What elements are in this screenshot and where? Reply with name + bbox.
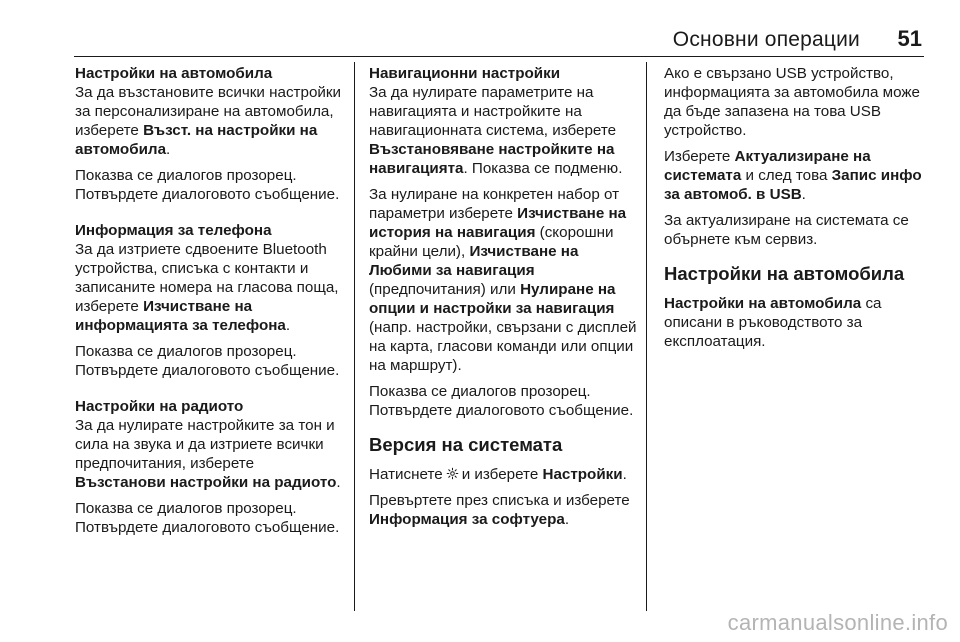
header-rule [74,56,924,57]
paragraph: Настройки на автомобила са описани в ръководството за експлоатация. [664,295,882,350]
paragraph: Показва се диалогов прозорец. Потвърдете диалоговото съобщение. [75,343,340,379]
menu-term: Настройки [542,466,623,483]
header-title: Основни операции [672,28,860,51]
column-divider [646,62,647,611]
paragraph: Показва се диалогов прозорец. Потвърдете диалоговото съобщение. [75,500,340,536]
settings-gear-icon [446,467,459,480]
menu-term: Възст. на настройки на автомобила [75,122,318,158]
section-vehicle-settings-2 [664,263,936,351]
menu-term: Изчистване на история на навигация [369,205,627,241]
menu-term: Нулиране на опции и настройки за навигация [369,281,616,317]
section-heading: Настройки на автомобила [664,263,905,284]
menu-term: Изчистване на информацията за телефона [75,298,286,334]
paragraph: За да нулирате настройките за тон и сила на звука и да изтриете всички предпочитания, изберете Възстанови настройки на радиото. [75,417,341,491]
paragraph: Показва се диалогов прозорец. Потвърдете диалоговото съобщение. [369,383,634,419]
page-number: 51 [897,26,922,51]
paragraph: Превъртете през списъка и изберете Информация за софтуера. [369,492,630,528]
column-2 [369,64,641,536]
section-radio-settings [75,397,347,537]
paragraph: За нулиране на конкретен набор от параметри изберете Изчистване на история на навигация (скорошни крайни цели), Изчистване на Любими за навигация (предпочитания) или Нулиране на опции и настройки за навигация (напр. настройки, свързани с дисплей на карта, гласови команди или опции на маршрут). [369,186,637,374]
menu-term: Актуализиране на системата [664,148,871,184]
menu-term: Възстанови настройки на радиото [75,474,337,491]
paragraph: Ако е свързано USB устройство, информацията за автомобила може да бъде запазена на това USB устройство. [664,65,920,139]
column-1 [75,64,347,554]
section-heading: Навигационни настройки [369,65,561,82]
watermark: carmanualsonline.info [727,610,948,635]
paragraph: За да нулирате параметрите на навигацията и настройките на навигационната система, изберете Възстановяване настройките на навигацията. Показва се подменю. [369,84,623,177]
section-heading: Настройки на радиото [75,398,244,415]
paragraph: Изберете Актуализиране на системата и след това Запис инфо за автомоб. в USB. [664,148,922,203]
paragraph: За актуализиране на системата се обърнете към сервиз. [664,212,909,248]
paragraph: За да възстановите всички настройки за персонализиране на автомобила, изберете Възст. на настройки на автомобила. [75,84,342,158]
menu-term: Изчистване на Любими за навигация [369,243,579,279]
column-divider [354,62,355,611]
section-heading: Настройки на автомобила [75,65,273,82]
section-heading: Информация за телефона [75,222,272,239]
menu-term: Запис инфо за автомоб. в USB [664,167,922,203]
page-header [0,0,960,60]
section-system-version [369,434,641,529]
menu-term: Възстановяване настройките на навигацията [369,141,615,177]
paragraph: Натиснете и изберете Настройки. [369,466,627,483]
section-navigation-settings [369,64,641,420]
menu-term: Информация за софтуера [369,511,565,528]
section-vehicle-settings [75,64,347,204]
paragraph: За да изтриете сдвоените Bluetooth устройства, списъка с контакти и записаните номера на гласова поща, изберете Изчистване на информацията за телефона. [75,241,339,334]
menu-term: Настройки на автомобила [664,295,862,312]
paragraph: Показва се диалогов прозорец. Потвърдете диалоговото съобщение. [75,167,340,203]
column-3 [664,64,936,358]
section-phone-info [75,221,347,380]
section-heading: Версия на системата [369,434,563,455]
